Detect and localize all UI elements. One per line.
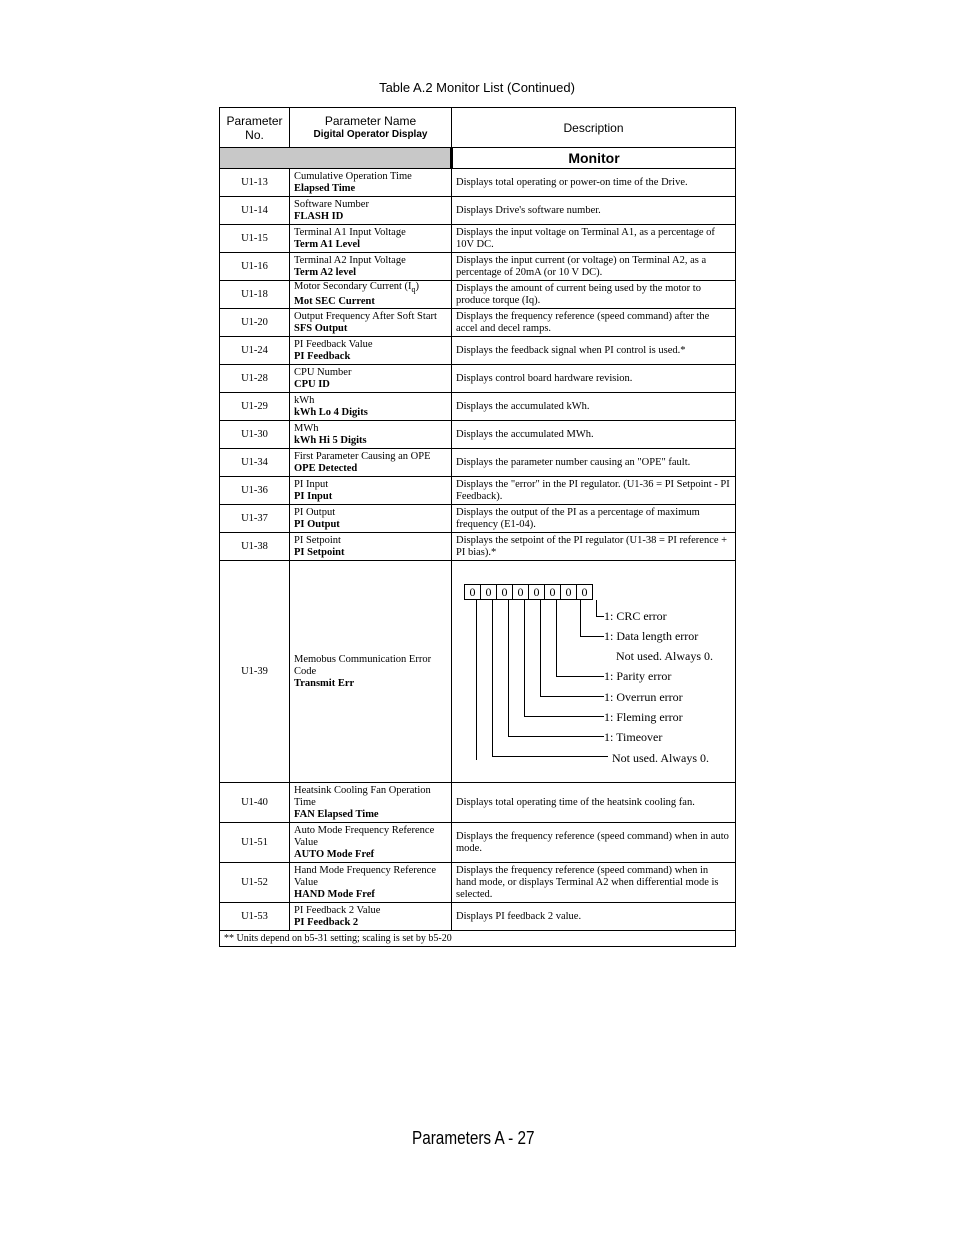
table-row [220, 197, 736, 225]
connector-line [476, 600, 477, 760]
param-name-cell [290, 169, 452, 197]
description: Displays the setpoint of the PI regulator (U1-38 = PI reference + PI bias).* [452, 533, 736, 561]
header-description: Description [452, 108, 736, 148]
bit-3: 0 [529, 585, 545, 599]
table-row [220, 225, 736, 253]
param-name-cell [290, 309, 452, 337]
param-name-cell [290, 281, 452, 309]
connector-line [492, 756, 608, 757]
connector-line [508, 736, 604, 737]
table-row [220, 365, 736, 393]
description: Displays the frequency reference (speed command) when in auto mode. [452, 823, 736, 863]
operator-display: OPE Detected [294, 462, 358, 474]
param-no: U1-40 [220, 783, 290, 823]
bit-1: 0 [561, 585, 577, 599]
param-no: U1-24 [220, 337, 290, 365]
param-no: U1-20 [220, 309, 290, 337]
bit-2: 0 [545, 585, 561, 599]
connector-line [596, 600, 597, 616]
section-row [220, 148, 736, 169]
param-name [294, 395, 447, 407]
table-row [220, 393, 736, 421]
param-name: Memobus Communication Error Code [294, 653, 432, 677]
description: Displays total operating or power-on time of the Drive. [452, 169, 736, 197]
description: Displays control board hardware revision. [452, 365, 736, 393]
param-name [294, 311, 447, 323]
header-operator-display: Digital Operator Display [313, 128, 428, 140]
param-name-cell [290, 533, 452, 561]
connector-line [524, 716, 604, 717]
table-row [220, 309, 736, 337]
param-no: U1-15 [220, 225, 290, 253]
param-name-cell [290, 449, 452, 477]
param-no: U1-38 [220, 533, 290, 561]
param-name [294, 423, 447, 435]
param-name-text: Software Number [294, 198, 369, 210]
param-name-cell [290, 337, 452, 365]
param-name [294, 535, 447, 547]
description: Displays the "error" in the PI regulator. (U1-36 = PI Setpoint - PI Feedback). [452, 477, 736, 505]
description: Displays the output of the PI as a percentage of maximum frequency (E1-04). [452, 505, 736, 533]
connector-line [540, 600, 541, 696]
param-name-cell [290, 505, 452, 533]
table-row [220, 421, 736, 449]
description: Displays the accumulated MWh. [452, 421, 736, 449]
footnote-row [220, 931, 736, 947]
table-header-row [220, 108, 736, 148]
operator-display: FLASH ID [294, 210, 344, 222]
bit-6: 0 [481, 585, 497, 599]
connector-line [540, 696, 604, 697]
table-row [220, 505, 736, 533]
param-name-cell [290, 783, 452, 823]
param-name-text: Motor Secondary Current (I [294, 281, 412, 292]
footnote: ** Units depend on b5-31 setting; scaling is set by b5-20 [220, 931, 736, 947]
rows-before [220, 169, 736, 561]
table-row [220, 783, 736, 823]
param-no: U1-29 [220, 393, 290, 421]
param-name [294, 255, 447, 267]
connector-line [596, 616, 604, 617]
param-name-text: CPU Number [294, 366, 352, 378]
bit-label: 1: Parity error [604, 668, 672, 683]
param-name [294, 339, 447, 351]
header-param-name [290, 108, 452, 148]
param-no: U1-39 [220, 561, 290, 783]
param-name-cell [290, 863, 452, 903]
header-param-no: Parameter No. [220, 108, 290, 148]
table-title: Table A.2 Monitor List (Continued) [379, 80, 575, 95]
param-name-text: MWh [294, 422, 319, 434]
param-name [294, 507, 447, 519]
param-no: U1-16 [220, 253, 290, 281]
operator-display: Mot SEC Current [294, 296, 375, 308]
bit-0: 0 [581, 584, 588, 599]
monitor-table [219, 107, 736, 947]
param-name [294, 281, 447, 296]
param-no: U1-51 [220, 823, 290, 863]
description: Displays the amount of current being used by the motor to produce torque (Iq). [452, 281, 736, 309]
param-name-end: ) [415, 281, 420, 292]
param-no: U1-18 [220, 281, 290, 309]
operator-display: FAN Elapsed Time [294, 808, 379, 820]
param-name-text: Heatsink Cooling Fan Operation Time [294, 784, 431, 808]
table-row [220, 253, 736, 281]
description: Displays the accumulated kWh. [452, 393, 736, 421]
connector-line [524, 600, 525, 716]
bit-label: Not used. Always 0. [616, 648, 713, 663]
param-no: U1-30 [220, 421, 290, 449]
table-row [220, 281, 736, 309]
param-name [294, 367, 447, 379]
param-name [294, 825, 447, 849]
param-name-text: PI Input [294, 478, 329, 490]
operator-display: kWh Lo 4 Digits [294, 406, 368, 418]
operator-display: Term A1 Level [294, 238, 361, 250]
param-name [294, 199, 447, 211]
param-name-cell [290, 823, 452, 863]
param-no: U1-37 [220, 505, 290, 533]
param-name-cell [290, 903, 452, 931]
rows-after [220, 783, 736, 931]
operator-display: PI Feedback 2 [294, 916, 359, 928]
description: Displays the feedback signal when PI control is used.* [452, 337, 736, 365]
table-row [220, 903, 736, 931]
operator-display: PI Setpoint [294, 546, 345, 558]
operator-display: SFS Output [294, 322, 348, 334]
description: Displays the frequency reference (speed command) when in hand mode, or displays Terminal A2 when differential mode is selected. [452, 863, 736, 903]
bit-label: 1: Timeover [604, 729, 663, 744]
bit-4: 0 [513, 585, 529, 599]
description: Displays PI feedback 2 value. [452, 903, 736, 931]
param-name [294, 451, 447, 463]
table-row [220, 477, 736, 505]
param-name-subscript: q [411, 285, 416, 295]
table-row [220, 449, 736, 477]
operator-display: HAND Mode Fref [294, 888, 375, 900]
bit-label: 1: Fleming error [604, 709, 683, 724]
connector-line [580, 636, 604, 637]
bit-label: 1: CRC error [604, 608, 667, 623]
param-name-text: PI Feedback Value [294, 338, 373, 350]
operator-display: PI Input [294, 490, 333, 502]
bit-5: 0 [497, 585, 513, 599]
param-no: U1-13 [220, 169, 290, 197]
param-no: U1-34 [220, 449, 290, 477]
param-name [294, 479, 447, 491]
section-title: Monitor [452, 148, 736, 169]
table-row [220, 533, 736, 561]
bit-diagram-cell [452, 561, 736, 783]
connector-line [580, 600, 581, 636]
param-name-cell [290, 421, 452, 449]
description: Displays the parameter number causing an "OPE" fault. [452, 449, 736, 477]
param-name [294, 171, 447, 183]
param-name-text: PI Output [294, 506, 336, 518]
operator-display: Term A2 level [294, 266, 357, 278]
param-no: U1-53 [220, 903, 290, 931]
connector-line [556, 600, 557, 676]
param-no: U1-52 [220, 863, 290, 903]
table-row-u1-39 [220, 561, 736, 783]
operator-display: kWh Hi 5 Digits [294, 434, 367, 446]
operator-display: Elapsed Time [294, 182, 356, 194]
param-name-text: Terminal A1 Input Voltage [294, 226, 406, 238]
param-name-text: PI Feedback 2 Value [294, 904, 381, 916]
param-name [294, 865, 447, 889]
connector-line [556, 676, 604, 677]
table-row [220, 169, 736, 197]
description: Displays total operating time of the heatsink cooling fan. [452, 783, 736, 823]
param-name-cell [290, 393, 452, 421]
param-name-text: Hand Mode Frequency Reference Value [294, 864, 436, 888]
description: Displays the input current (or voltage) on Terminal A2, as a percentage of 20mA (or 10 V DC). [452, 253, 736, 281]
operator-display: PI Output [294, 518, 340, 530]
table-row [220, 863, 736, 903]
param-name-text: Cumulative Operation Time [294, 170, 412, 182]
param-name-cell [290, 197, 452, 225]
bit-label: 1: Overrun error [604, 689, 683, 704]
section-grey-cell [220, 148, 452, 169]
param-no: U1-28 [220, 365, 290, 393]
connector-line [508, 600, 509, 736]
param-name-text: PI Setpoint [294, 534, 341, 546]
param-name-cell [290, 365, 452, 393]
param-name-text: Terminal A2 Input Voltage [294, 254, 406, 266]
operator-display: AUTO Mode Fref [294, 848, 375, 860]
param-name [294, 905, 447, 917]
param-name-text: kWh [294, 394, 315, 406]
description: Displays Drive's software number. [452, 197, 736, 225]
page-footer: Parameters A - 27 [412, 1128, 535, 1148]
bit-box [464, 584, 593, 600]
bit-7: 0 [465, 585, 481, 599]
param-name [294, 785, 447, 809]
param-no: U1-36 [220, 477, 290, 505]
bit-label: Not used. Always 0. [612, 750, 709, 765]
operator-display: CPU ID [294, 378, 330, 390]
operator-display: PI Feedback [294, 350, 351, 362]
param-name-cell [290, 561, 452, 783]
connector-line [492, 600, 493, 756]
table-row [220, 823, 736, 863]
header-param-name-label: Parameter Name [324, 113, 417, 128]
operator-display: Transmit Err [294, 677, 355, 689]
param-name-text: Auto Mode Frequency Reference Value [294, 824, 435, 848]
description: Displays the input voltage on Terminal A1, as a percentage of 10V DC. [452, 225, 736, 253]
description: Displays the frequency reference (speed command) after the accel and decel ramps. [452, 309, 736, 337]
param-no: U1-14 [220, 197, 290, 225]
param-name-cell [290, 477, 452, 505]
param-name-text: First Parameter Causing an OPE [294, 450, 431, 462]
param-name-cell [290, 225, 452, 253]
param-name-cell [290, 253, 452, 281]
bit-label: 1: Data length error [604, 628, 699, 643]
param-name [294, 227, 447, 239]
bit-diagram [452, 572, 722, 772]
param-name-text: Output Frequency After Soft Start [294, 310, 437, 322]
table-row [220, 337, 736, 365]
